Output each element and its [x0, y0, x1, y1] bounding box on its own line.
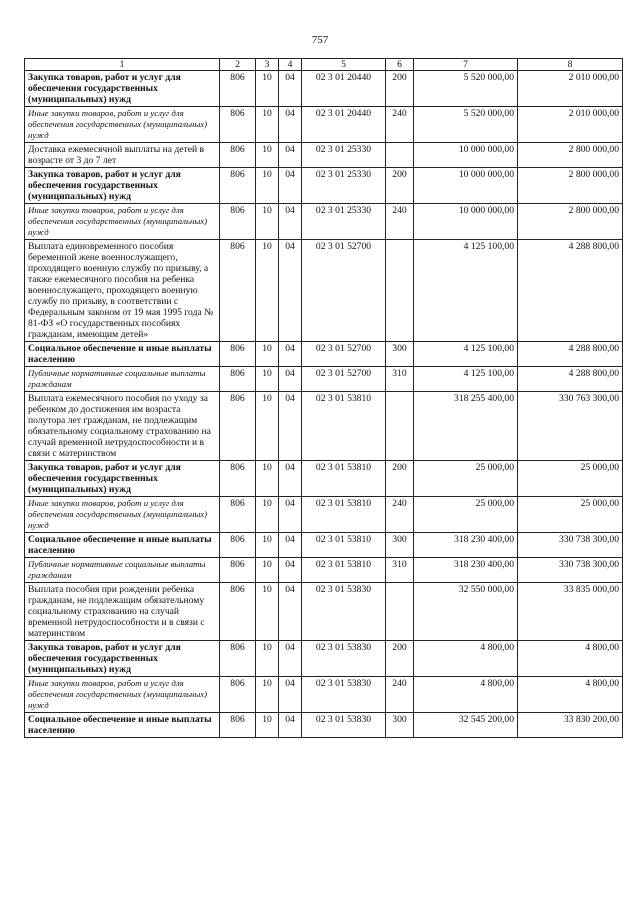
- column-header: 7: [414, 59, 518, 71]
- amount-year2-cell: 25 000,00: [518, 461, 623, 497]
- row-name-cell: Выплата пособия при рождении ребенка гражданам, не подлежащим обязательному социальному страхованию на случай временной нетрудоспособности и в связи с материнством: [25, 583, 220, 641]
- row-name-cell: Иные закупки товаров, работ и услуг для обеспечения государственных (муниципальных) нужд: [25, 204, 220, 240]
- section-code-cell: 10: [256, 143, 279, 168]
- amount-year1-cell: 10 000 000,00: [414, 143, 518, 168]
- amount-year1-cell: 25 000,00: [414, 497, 518, 533]
- column-header: 8: [518, 59, 623, 71]
- row-name-cell: Выплата единовременного пособия беременной жене военнослужащего, проходящего военную службу по призыву, а также ежемесячного пособия на ребенка военнослужащего, проходящего военную службу по призыву, в соответствии с Федеральным законом от 19 мая 1995 года № 81-ФЗ «О государственных пособиях гражданам, имеющим детей»: [25, 240, 220, 342]
- subsection-code-cell: 04: [279, 461, 302, 497]
- expense-type-cell: [386, 240, 414, 342]
- section-code-cell: 10: [256, 461, 279, 497]
- section-code-cell: 10: [256, 71, 279, 107]
- column-header: 1: [25, 59, 220, 71]
- amount-year1-cell: 10 000 000,00: [414, 168, 518, 204]
- table-row: [25, 713, 623, 738]
- amount-year2-cell: 330 738 300,00: [518, 558, 623, 583]
- amount-year2-cell: 33 835 000,00: [518, 583, 623, 641]
- target-article-cell: 02 3 01 53810: [302, 392, 386, 461]
- column-header: 6: [386, 59, 414, 71]
- subsection-code-cell: 04: [279, 204, 302, 240]
- amount-year1-cell: 318 230 400,00: [414, 558, 518, 583]
- ministry-code-cell: 806: [220, 583, 256, 641]
- target-article-cell: 02 3 01 52700: [302, 240, 386, 342]
- section-code-cell: 10: [256, 497, 279, 533]
- amount-year2-cell: 2 800 000,00: [518, 143, 623, 168]
- ministry-code-cell: 806: [220, 143, 256, 168]
- ministry-code-cell: 806: [220, 677, 256, 713]
- amount-year1-cell: 4 800,00: [414, 641, 518, 677]
- expense-type-cell: [386, 583, 414, 641]
- table-row: [25, 533, 623, 558]
- section-code-cell: 10: [256, 240, 279, 342]
- section-code-cell: 10: [256, 677, 279, 713]
- expense-type-cell: 310: [386, 558, 414, 583]
- table-row: [25, 342, 623, 367]
- section-code-cell: 10: [256, 392, 279, 461]
- subsection-code-cell: 04: [279, 143, 302, 168]
- table-row: [25, 392, 623, 461]
- section-code-cell: 10: [256, 367, 279, 392]
- row-name-cell: Выплата ежемесячного пособия по уходу за ребенком до достижения им возраста полутора лет гражданам, не подлежащим обязательному социальному страхованию на случай временной нетрудоспособности и в связи с материнством: [25, 392, 220, 461]
- row-name-cell: Социальное обеспечение и иные выплаты населению: [25, 342, 220, 367]
- amount-year2-cell: 2 800 000,00: [518, 168, 623, 204]
- table-row: [25, 558, 623, 583]
- amount-year1-cell: 32 545 200,00: [414, 713, 518, 738]
- target-article-cell: 02 3 01 20440: [302, 71, 386, 107]
- section-code-cell: 10: [256, 641, 279, 677]
- expense-type-cell: [386, 392, 414, 461]
- column-header: 2: [220, 59, 256, 71]
- subsection-code-cell: 04: [279, 583, 302, 641]
- table-row: [25, 240, 623, 342]
- target-article-cell: 02 3 01 53810: [302, 461, 386, 497]
- table-row: [25, 143, 623, 168]
- ministry-code-cell: 806: [220, 641, 256, 677]
- amount-year1-cell: 10 000 000,00: [414, 204, 518, 240]
- section-code-cell: 10: [256, 533, 279, 558]
- ministry-code-cell: 806: [220, 240, 256, 342]
- ministry-code-cell: 806: [220, 342, 256, 367]
- amount-year2-cell: 33 830 200,00: [518, 713, 623, 738]
- expense-type-cell: 200: [386, 168, 414, 204]
- target-article-cell: 02 3 01 25330: [302, 143, 386, 168]
- expense-type-cell: 300: [386, 533, 414, 558]
- amount-year2-cell: 4 800,00: [518, 641, 623, 677]
- subsection-code-cell: 04: [279, 168, 302, 204]
- subsection-code-cell: 04: [279, 497, 302, 533]
- subsection-code-cell: 04: [279, 558, 302, 583]
- page-number: 757: [311, 34, 329, 46]
- expense-type-cell: 300: [386, 713, 414, 738]
- amount-year2-cell: 4 288 800,00: [518, 342, 623, 367]
- expense-type-cell: 200: [386, 71, 414, 107]
- row-name-cell: Публичные нормативные социальные выплаты гражданам: [25, 558, 220, 583]
- subsection-code-cell: 04: [279, 71, 302, 107]
- amount-year1-cell: 25 000,00: [414, 461, 518, 497]
- section-code-cell: 10: [256, 107, 279, 143]
- amount-year1-cell: 318 230 400,00: [414, 533, 518, 558]
- table-row: [25, 497, 623, 533]
- section-code-cell: 10: [256, 558, 279, 583]
- target-article-cell: 02 3 01 53810: [302, 558, 386, 583]
- ministry-code-cell: 806: [220, 367, 256, 392]
- ministry-code-cell: 806: [220, 558, 256, 583]
- target-article-cell: 02 3 01 53830: [302, 677, 386, 713]
- amount-year1-cell: 4 125 100,00: [414, 342, 518, 367]
- table-row: [25, 677, 623, 713]
- table-header-row: [25, 59, 623, 71]
- section-code-cell: 10: [256, 204, 279, 240]
- ministry-code-cell: 806: [220, 107, 256, 143]
- amount-year2-cell: 4 288 800,00: [518, 240, 623, 342]
- expense-type-cell: [386, 143, 414, 168]
- table-row: [25, 641, 623, 677]
- subsection-code-cell: 04: [279, 533, 302, 558]
- amount-year1-cell: 4 800,00: [414, 677, 518, 713]
- column-header: 5: [302, 59, 386, 71]
- amount-year2-cell: 4 800,00: [518, 677, 623, 713]
- subsection-code-cell: 04: [279, 367, 302, 392]
- target-article-cell: 02 3 01 53830: [302, 713, 386, 738]
- section-code-cell: 10: [256, 713, 279, 738]
- expense-type-cell: 200: [386, 641, 414, 677]
- row-name-cell: Публичные нормативные социальные выплаты гражданам: [25, 367, 220, 392]
- amount-year2-cell: 25 000,00: [518, 497, 623, 533]
- row-name-cell: Иные закупки товаров, работ и услуг для обеспечения государственных (муниципальных) нужд: [25, 677, 220, 713]
- ministry-code-cell: 806: [220, 533, 256, 558]
- target-article-cell: 02 3 01 25330: [302, 168, 386, 204]
- amount-year1-cell: 4 125 100,00: [414, 367, 518, 392]
- expense-type-cell: 300: [386, 342, 414, 367]
- section-code-cell: 10: [256, 583, 279, 641]
- row-name-cell: Закупка товаров, работ и услуг для обеспечения государственных (муниципальных) нужд: [25, 461, 220, 497]
- row-name-cell: Закупка товаров, работ и услуг для обеспечения государственных (муниципальных) нужд: [25, 71, 220, 107]
- ministry-code-cell: 806: [220, 168, 256, 204]
- expense-type-cell: 310: [386, 367, 414, 392]
- table-row: [25, 107, 623, 143]
- target-article-cell: 02 3 01 20440: [302, 107, 386, 143]
- row-name-cell: Социальное обеспечение и иные выплаты населению: [25, 533, 220, 558]
- ministry-code-cell: 806: [220, 497, 256, 533]
- table-row: [25, 204, 623, 240]
- table-row: [25, 168, 623, 204]
- row-name-cell: Иные закупки товаров, работ и услуг для обеспечения государственных (муниципальных) нужд: [25, 107, 220, 143]
- target-article-cell: 02 3 01 25330: [302, 204, 386, 240]
- subsection-code-cell: 04: [279, 392, 302, 461]
- column-header: 4: [279, 59, 302, 71]
- amount-year2-cell: 2 010 000,00: [518, 71, 623, 107]
- amount-year1-cell: 32 550 000,00: [414, 583, 518, 641]
- table-row: [25, 367, 623, 392]
- target-article-cell: 02 3 01 52700: [302, 367, 386, 392]
- amount-year1-cell: 5 520 000,00: [414, 107, 518, 143]
- target-article-cell: 02 3 01 53830: [302, 641, 386, 677]
- row-name-cell: Закупка товаров, работ и услуг для обеспечения государственных (муниципальных) нужд: [25, 641, 220, 677]
- target-article-cell: 02 3 01 53810: [302, 497, 386, 533]
- amount-year2-cell: 330 763 300,00: [518, 392, 623, 461]
- table-row: [25, 71, 623, 107]
- amount-year1-cell: 4 125 100,00: [414, 240, 518, 342]
- amount-year2-cell: 330 738 300,00: [518, 533, 623, 558]
- expense-type-cell: 240: [386, 497, 414, 533]
- target-article-cell: 02 3 01 53830: [302, 583, 386, 641]
- subsection-code-cell: 04: [279, 107, 302, 143]
- ministry-code-cell: 806: [220, 461, 256, 497]
- amount-year2-cell: 4 288 800,00: [518, 367, 623, 392]
- expense-type-cell: 240: [386, 204, 414, 240]
- row-name-cell: Социальное обеспечение и иные выплаты населению: [25, 713, 220, 738]
- ministry-code-cell: 806: [220, 392, 256, 461]
- amount-year2-cell: 2 800 000,00: [518, 204, 623, 240]
- row-name-cell: Закупка товаров, работ и услуг для обеспечения государственных (муниципальных) нужд: [25, 168, 220, 204]
- table-row: [25, 461, 623, 497]
- row-name-cell: Доставка ежемесячной выплаты на детей в возрасте от 3 до 7 лет: [25, 143, 220, 168]
- row-name-cell: Иные закупки товаров, работ и услуг для обеспечения государственных (муниципальных) нужд: [25, 497, 220, 533]
- target-article-cell: 02 3 01 53810: [302, 533, 386, 558]
- subsection-code-cell: 04: [279, 677, 302, 713]
- table-row: [25, 583, 623, 641]
- table-body: [25, 71, 623, 738]
- subsection-code-cell: 04: [279, 713, 302, 738]
- ministry-code-cell: 806: [220, 71, 256, 107]
- expense-type-cell: 240: [386, 677, 414, 713]
- budget-table: [24, 58, 623, 738]
- ministry-code-cell: 806: [220, 204, 256, 240]
- section-code-cell: 10: [256, 342, 279, 367]
- section-code-cell: 10: [256, 168, 279, 204]
- expense-type-cell: 240: [386, 107, 414, 143]
- subsection-code-cell: 04: [279, 240, 302, 342]
- subsection-code-cell: 04: [279, 342, 302, 367]
- amount-year1-cell: 5 520 000,00: [414, 71, 518, 107]
- amount-year2-cell: 2 010 000,00: [518, 107, 623, 143]
- column-header: 3: [256, 59, 279, 71]
- target-article-cell: 02 3 01 52700: [302, 342, 386, 367]
- ministry-code-cell: 806: [220, 713, 256, 738]
- expense-type-cell: 200: [386, 461, 414, 497]
- subsection-code-cell: 04: [279, 641, 302, 677]
- amount-year1-cell: 318 255 400,00: [414, 392, 518, 461]
